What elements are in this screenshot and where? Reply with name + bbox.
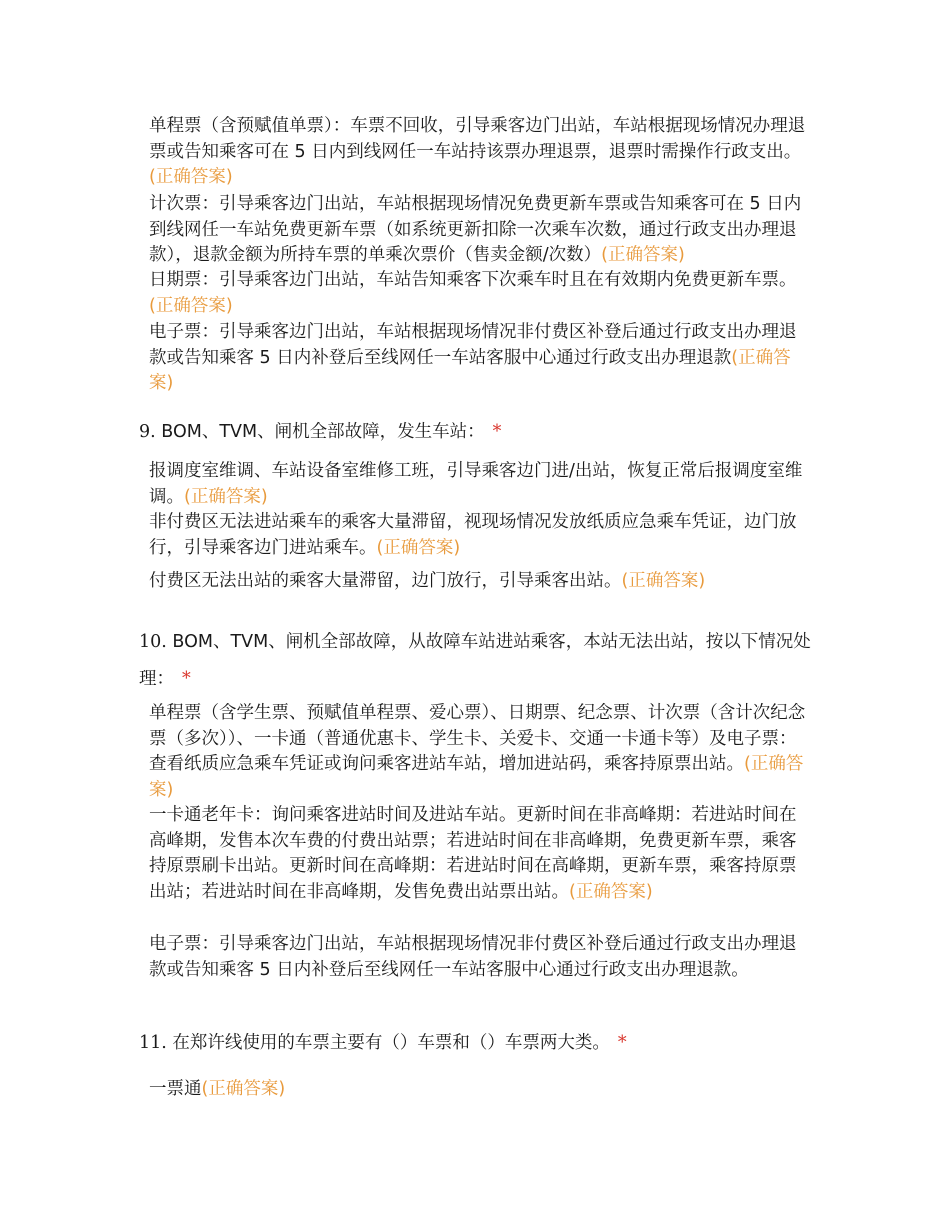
correct-answer-mark: (正确答案) bbox=[149, 167, 233, 187]
option-text: 非付费区无法进站乘车的乘客大量滞留，视现场情况发放纸质应急乘车凭证，边门放行，引导乘客边门进站乘车。 bbox=[149, 512, 797, 558]
option-text: 单程票（含学生票、预赋值单程票、爱心票）、日期票、纪念票、计次票（含计次纪念票（多次））、一卡通（普通优惠卡、学生卡、关爱卡、交通一卡通卡等）及电子票：查看纸质应急乘车凭证或询问乘客进站车站，增加进站码，乘客持原票出站。 bbox=[149, 703, 806, 774]
question-number: 11. bbox=[139, 1033, 167, 1053]
question-10-title bbox=[139, 624, 819, 698]
option-text: 一票通 bbox=[149, 1079, 202, 1099]
question-text: BOM、TVM、闸机全部故障，发生车站： bbox=[161, 422, 485, 442]
option-text: 电子票：引导乘客边门出站，车站根据现场情况非付费区补登后通过行政支出办理退款或告知乘客 5 日内补登后至线网任一车站客服中心通过行政支出办理退款。 bbox=[149, 934, 797, 980]
option-text: 日期票：引导乘客边门出站，车站告知乘客下次乘车时且在有效期内免费更新车票。 bbox=[149, 270, 797, 290]
q8-option-4 bbox=[149, 320, 809, 397]
question-9-title bbox=[139, 419, 819, 445]
question-number: 9. bbox=[139, 422, 156, 442]
correct-answer-mark: (正确答案) bbox=[149, 754, 804, 800]
q8-option-3 bbox=[149, 268, 809, 319]
q10-option-3 bbox=[149, 932, 809, 983]
q10-option-1 bbox=[149, 701, 809, 803]
option-text: 报调度室维调、车站设备室维修工班，引导乘客边门进/出站，恢复正常后报调度室维调。 bbox=[149, 461, 803, 507]
q8-option-1 bbox=[149, 114, 809, 191]
option-text: 一卡通老年卡：询问乘客进站时间及进站车站。更新时间在非高峰期：若进站时间在高峰期，发售本次车费的付费出站票；若进站时间在非高峰期，免费更新车票，乘客持原票刷卡出站。更新时间在高峰期：若进站时间在高峰期，更新车票，乘客持原票出站；若进站时间在非高峰期，发售免费出站票出站。 bbox=[149, 805, 797, 902]
question-text: 在郑许线使用的车票主要有（）车票和（）车票两大类。 bbox=[172, 1033, 610, 1053]
correct-answer-mark: (正确答案) bbox=[201, 1079, 286, 1099]
option-text: 电子票：引导乘客边门出站，车站根据现场情况非付费区补登后通过行政支出办理退款或告知乘客 5 日内补登后至线网任一车站客服中心通过行政支出办理退款 bbox=[149, 322, 797, 368]
option-text: 单程票（含预赋值单票）：车票不回收，引导乘客边门出站，车站根据现场情况办理退票或告知乘客可在 5 日内到线网任一车站持该票办理退票，退票时需操作行政支出。 bbox=[149, 116, 806, 162]
q9-option-1 bbox=[149, 459, 809, 510]
correct-answer-mark: (正确答案) bbox=[149, 347, 791, 393]
required-asterisk: * bbox=[617, 1033, 627, 1053]
correct-answer-mark: (正确答案) bbox=[376, 537, 461, 558]
option-text: 付费区无法出站的乘客大量滞留，边门放行，引导乘客出站。 bbox=[149, 571, 622, 591]
correct-answer-mark: (正确答案) bbox=[621, 571, 706, 591]
correct-answer-mark: (正确答案) bbox=[601, 245, 685, 265]
correct-answer-mark: (正确答案) bbox=[184, 486, 268, 507]
required-asterisk: * bbox=[492, 422, 502, 442]
q10-option-2 bbox=[149, 803, 809, 905]
q11-option-1 bbox=[149, 1077, 809, 1103]
option-text: 计次票：引导乘客边门出站，车站根据现场情况免费更新车票或告知乘客可在 5 日内到线网任一车站免费更新车票（如系统更新扣除一次乘车次数，通过行政支出办理退款），退款金额为所持车票的单乘次票价（售卖金额/次数） bbox=[149, 194, 802, 265]
q9-option-3 bbox=[149, 569, 809, 595]
correct-answer-mark: (正确答案) bbox=[149, 295, 233, 316]
correct-answer-mark: (正确答案) bbox=[569, 881, 653, 902]
required-asterisk: * bbox=[182, 669, 191, 689]
question-text: BOM、TVM、闸机全部故障，从故障车站进站乘客，本站无法出站，按以下情况处理： bbox=[139, 632, 811, 689]
q8-option-2 bbox=[149, 192, 809, 269]
question-number: 10. bbox=[139, 632, 167, 652]
q9-option-2 bbox=[149, 510, 809, 561]
question-11-title bbox=[139, 1030, 819, 1056]
